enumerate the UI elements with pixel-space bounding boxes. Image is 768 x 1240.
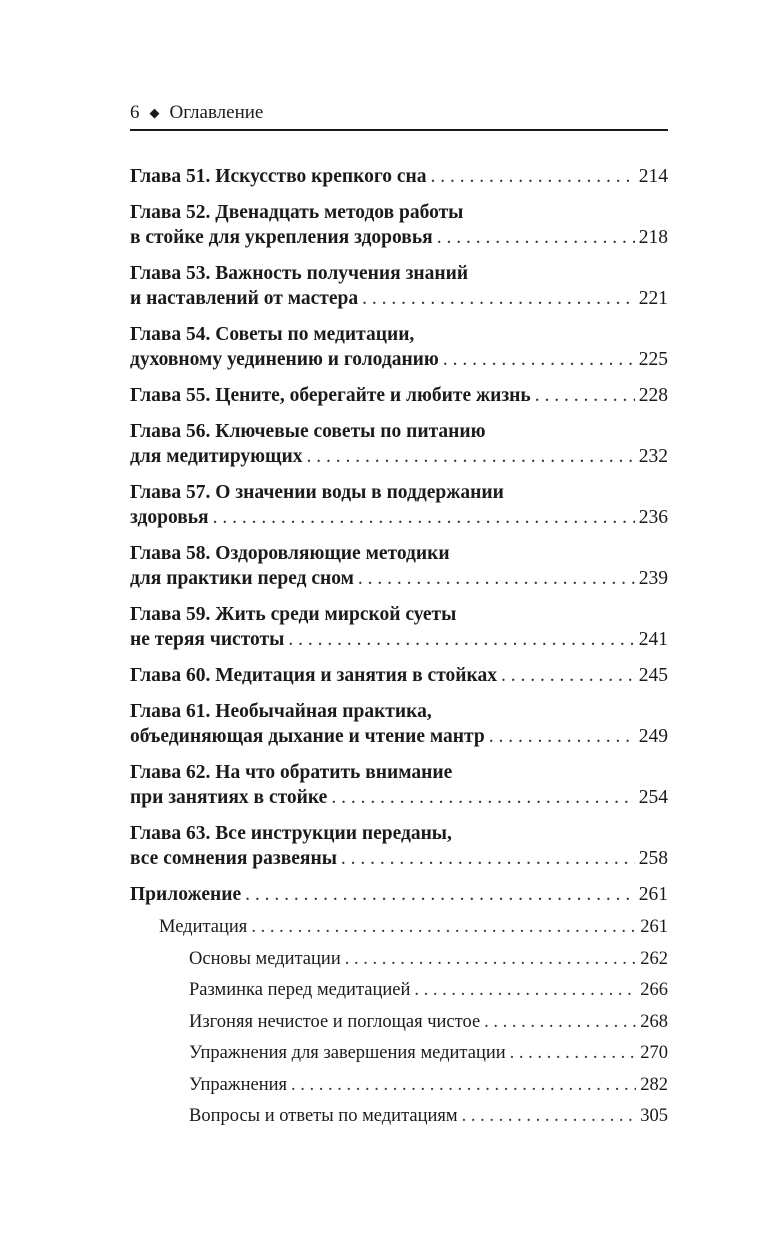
toc-page-number: 239 (638, 568, 668, 589)
diamond-icon: ◆ (149, 105, 160, 120)
leader-dots (358, 566, 635, 591)
toc-entry-ch53[interactable] (130, 261, 668, 311)
toc-page-number: 228 (638, 385, 668, 406)
toc-entry-title: Глава 54. Советы по медитации, (130, 324, 415, 345)
toc-entry-title-cont: не теряя чистоты (130, 629, 285, 650)
toc-subentry-warmup[interactable] (130, 978, 668, 1002)
toc-entry-ch62[interactable] (130, 760, 668, 810)
leader-dots (213, 505, 635, 530)
toc-entry-title: Глава 57. О значении воды в поддержании (130, 482, 504, 503)
leader-dots (430, 164, 634, 189)
toc-entry-title: Приложение (130, 884, 242, 905)
toc-subentry-title: Медитация (159, 917, 248, 937)
toc-entry-ch58[interactable] (130, 541, 668, 591)
leader-dots (510, 1041, 637, 1065)
toc-entry-title: Глава 53. Важность получения знаний (130, 263, 469, 284)
table-of-contents (130, 164, 668, 1136)
toc-entry-ch61[interactable] (130, 699, 668, 749)
toc-entry-title: Глава 52. Двенадцать методов работы (130, 202, 464, 223)
leader-dots (291, 1073, 636, 1097)
leader-dots (489, 724, 635, 749)
leader-dots (251, 915, 636, 939)
toc-subentry-qa[interactable] (130, 1104, 668, 1128)
toc-entry-title: Глава 59. Жить среди мирской суеты (130, 604, 457, 625)
leader-dots (484, 1010, 636, 1034)
toc-entry-title: Глава 63. Все инструкции переданы, (130, 823, 452, 844)
toc-entry-title-cont: духовному уединению и голоданию (130, 349, 439, 370)
toc-page-number: 232 (638, 446, 668, 467)
toc-entry-title-cont: и наставлений от мастера (130, 288, 359, 309)
toc-entry-ch57[interactable] (130, 480, 668, 530)
header-title: Оглавление (169, 102, 264, 123)
toc-subentry-title: Изгоняя нечистое и поглощая чистое (189, 1011, 481, 1032)
toc-entry-ch56[interactable] (130, 419, 668, 469)
leader-dots (307, 444, 635, 469)
header-rule (130, 129, 668, 131)
page-number: 6 (130, 102, 140, 123)
leader-dots (462, 1104, 637, 1128)
toc-entry-title: Глава 55. Цените, оберегайте и любите жизнь (130, 385, 531, 406)
toc-entry-title-cont: объединяющая дыхание и чтение мантр (130, 726, 485, 747)
leader-dots (331, 785, 634, 810)
toc-entry-ch51[interactable] (130, 164, 668, 189)
toc-page-number: 261 (638, 884, 668, 905)
toc-page-number: 270 (640, 1043, 668, 1063)
toc-entry-ch54[interactable] (130, 322, 668, 372)
toc-page-number: 218 (638, 227, 668, 248)
running-header (130, 98, 668, 128)
leader-dots (414, 978, 636, 1002)
leader-dots (345, 947, 637, 971)
toc-subentry-title: Разминка перед медитацией (189, 980, 411, 1000)
toc-entry-title-cont: для практики перед сном (130, 568, 354, 589)
toc-subentry-title: Вопросы и ответы по медитациям (189, 1106, 458, 1126)
toc-entry-title-cont: все сомнения развеяны (130, 848, 337, 869)
toc-page-number: 236 (638, 507, 668, 528)
leader-dots (288, 627, 634, 652)
toc-entry-ch60[interactable] (130, 663, 668, 688)
leader-dots (535, 383, 635, 408)
leader-dots (501, 663, 635, 688)
toc-page-number: 249 (638, 726, 668, 747)
toc-entry-ch55[interactable] (130, 383, 668, 408)
toc-entry-title-cont: для медитирующих (130, 446, 303, 467)
toc-entry-title-cont: здоровья (130, 507, 209, 528)
toc-page-number: 262 (640, 948, 668, 969)
toc-subentry-exercises[interactable] (130, 1073, 668, 1097)
toc-subentry-title: Упражнения для завершения медитации (189, 1043, 506, 1063)
toc-page-number: 258 (638, 848, 668, 869)
toc-page-number: 214 (638, 166, 668, 187)
toc-entry-ch63[interactable] (130, 821, 668, 871)
toc-subentry-cleansing[interactable] (130, 1010, 668, 1034)
toc-entry-title: Глава 51. Искусство крепкого сна (130, 166, 427, 187)
leader-dots (437, 225, 635, 250)
toc-page-number: 305 (640, 1106, 668, 1126)
toc-entry-title: Глава 56. Ключевые советы по питанию (130, 421, 486, 442)
toc-entry-title: Глава 60. Медитация и занятия в стойках (130, 665, 497, 686)
toc-entry-title-cont: в стойке для укрепления здоровья (130, 227, 433, 248)
toc-subentry-basics[interactable] (130, 947, 668, 971)
leader-dots (245, 882, 635, 907)
toc-entry-title: Глава 61. Необычайная практика, (130, 701, 432, 722)
leader-dots (443, 347, 635, 372)
toc-entry-title-cont: при занятиях в стойке (130, 787, 328, 808)
toc-page-number: 282 (640, 1074, 668, 1095)
leader-dots (341, 846, 635, 871)
toc-page-number: 254 (638, 787, 668, 808)
toc-page-number: 241 (638, 629, 668, 650)
toc-page-number: 266 (640, 980, 668, 1000)
toc-entry-title: Глава 62. На что обратить внимание (130, 762, 453, 783)
toc-page-number: 261 (640, 917, 668, 937)
toc-subentry-title: Основы медитации (189, 948, 341, 969)
toc-page-number: 268 (640, 1011, 668, 1032)
toc-page-number: 245 (638, 665, 668, 686)
toc-page-number: 221 (638, 288, 668, 309)
toc-subentry-closing-exercises[interactable] (130, 1041, 668, 1065)
toc-entry-ch52[interactable] (130, 200, 668, 250)
toc-entry-appendix[interactable] (130, 882, 668, 907)
toc-page-number: 225 (638, 349, 668, 370)
toc-subentry-meditation[interactable] (130, 915, 668, 939)
toc-subentry-title: Упражнения (189, 1074, 288, 1095)
toc-entry-title: Глава 58. Оздоровляющие методики (130, 543, 450, 564)
toc-entry-ch59[interactable] (130, 602, 668, 652)
leader-dots (362, 286, 635, 311)
